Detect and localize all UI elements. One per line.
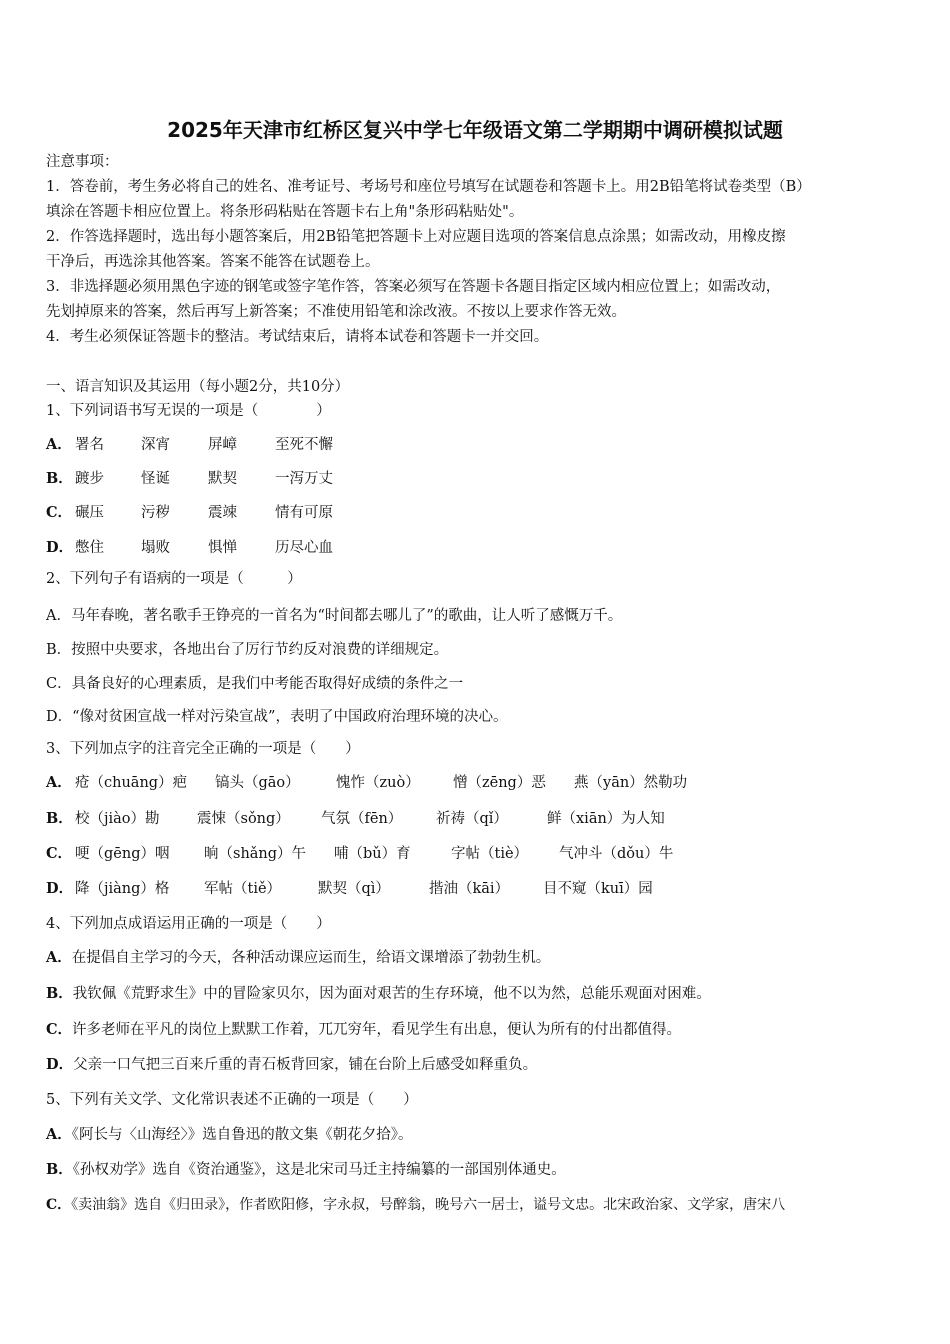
option-label: A． — [46, 436, 72, 453]
option-item: 军帖（tiě） — [204, 881, 282, 897]
option-item: 揩油（kāi） — [429, 881, 510, 897]
option-item: 降（jiàng）格 — [75, 881, 170, 897]
notice-heading: 注意事项： — [46, 154, 119, 170]
option-label: D． — [46, 880, 74, 897]
option-body: 父亲一口气把三百来斤重的青石板背回家，铺在台阶上后感受如释重负。 — [73, 1057, 538, 1073]
notice-line: 2．作答选择题时，选出每小题答案后，用2B铅笔把答题卡上对应题目选项的答案信息点涂黑；如需改动，用橡皮擦 — [46, 229, 786, 245]
section-heading: 一、语言知识及其运用（每小题2分，共10分） — [46, 379, 350, 395]
question-stem: 2、下列句子有语病的一项是（ ） — [46, 571, 302, 587]
option-item: 祈祷（qǐ） — [436, 811, 508, 827]
notice-line: 1．答卷前，考生务必将自己的姓名、准考证号、考场号和座位号填写在试题卷和答题卡上。用2B铅笔将试卷类型（B） — [46, 179, 811, 195]
option-word: 一泻万丈 — [275, 471, 333, 487]
option-label: D． — [46, 1056, 74, 1073]
option-word: 情有可原 — [275, 505, 333, 521]
option-body: 《阿长与〈山海经〉》选自鲁迅的散文集《朝花夕拾》。 — [71, 1127, 413, 1143]
option-body: 我钦佩《荒野求生》中的冒险家贝尔，因为面对艰苦的生存环境，他不以为然，总能乐观面对困难。 — [72, 986, 711, 1002]
option-word: 历尽心血 — [275, 540, 333, 556]
notice-line: 先划掉原来的答案，然后再写上新答案；不准使用铅笔和涂改液。不按以上要求作答无效。 — [46, 304, 626, 320]
option-word: 惧惮 — [208, 540, 237, 556]
option-item: 鲜（xiān）为人知 — [547, 811, 665, 827]
option-text: B．按照中央要求，各地出台了厉行节约反对浪费的详细规定。 — [46, 642, 449, 658]
option-body: 在提倡自主学习的今天，各种活动课应运而生，给语文课增添了勃勃生机。 — [71, 950, 551, 966]
option-label: C． — [46, 1197, 72, 1213]
question-stem: 4、下列加点成语运用正确的一项是（ ） — [46, 916, 331, 932]
option-word: 污秽 — [141, 505, 170, 521]
option-text — [46, 948, 550, 968]
option-word: 震竦 — [208, 505, 237, 521]
option-text — [46, 1125, 413, 1145]
option-item: 哽（gēng）咽 — [75, 846, 170, 862]
option-body: 《卖油翁》选自《归田录》，作者欧阳修，字永叔，号醉翁，晚号六一居士，谥号文忠。北宋政治家、文学家，唐宋八 — [71, 1197, 786, 1213]
option-text: A．马年春晚，著名歌手王铮亮的一首名为“时间都去哪儿了”的歌曲，让人听了感慨万千。 — [46, 608, 623, 624]
option-word: 踱步 — [75, 471, 104, 487]
notice-line: 3．非选择题必须用黑色字迹的钢笔或签字笔作答，答案必须写在答题卡各题目指定区域内相应位置上；如需改动， — [46, 279, 781, 295]
option-text — [46, 1195, 785, 1215]
option-label: B． — [46, 810, 73, 827]
option-item: 气氛（fēn） — [321, 811, 403, 827]
option-label: D． — [46, 539, 74, 556]
option-item: 晌（shǎng）午 — [204, 846, 307, 862]
option-word: 憋住 — [75, 540, 104, 556]
notice-line: 干净后，再选涂其他答案。答案不能答在试题卷上。 — [46, 254, 380, 270]
option-item: 憎（zēng）恶 — [453, 775, 546, 791]
notice-line: 填涂在答题卡相应位置上。将条形码粘贴在答题卡右上角"条形码粘贴处"。 — [46, 204, 524, 220]
option-label: A． — [46, 774, 72, 791]
option-body: 《孙权劝学》选自《资治通鉴》，这是北宋司马迁主持编纂的一部国别体通史。 — [72, 1162, 566, 1178]
option-label: B． — [46, 470, 73, 487]
question-stem: 3、下列加点字的注音完全正确的一项是（ ） — [46, 741, 360, 757]
option-word: 塌败 — [141, 540, 170, 556]
page-title: 2025年天津市红桥区复兴中学七年级语文第二学期期中调研模拟试题 — [167, 118, 783, 142]
option-label: C． — [46, 845, 73, 862]
option-item: 校（jiào）勘 — [75, 811, 160, 827]
option-item: 默契（qì） — [318, 881, 390, 897]
option-label: B． — [46, 1161, 73, 1178]
notice-line: 4．考生必须保证答题卡的整洁。考试结束后，请将本试卷和答题卡一并交回。 — [46, 329, 549, 345]
option-word: 屏嶂 — [208, 437, 237, 453]
option-label: C． — [46, 504, 73, 521]
question-stem: 1、下列词语书写无误的一项是（ ） — [46, 403, 331, 419]
option-body: 许多老师在平凡的岗位上默默工作着，兀兀穷年，看见学生有出息，便认为所有的付出都值得。 — [72, 1022, 682, 1038]
option-item: 字帖（tiè） — [451, 846, 529, 862]
option-word: 碾压 — [75, 505, 104, 521]
option-item: 震悚（sǒng） — [197, 811, 290, 827]
option-item: 气冲斗（dǒu）牛 — [559, 846, 674, 862]
option-word: 至死不懈 — [275, 437, 333, 453]
option-word: 默契 — [208, 471, 237, 487]
option-item: 愧怍（zuò） — [336, 775, 420, 791]
option-label: B． — [46, 985, 73, 1002]
question-stem: 5、下列有关文学、文化常识表述不正确的一项是（ ） — [46, 1092, 418, 1108]
option-text — [46, 1055, 537, 1075]
option-item: 镐头（gāo） — [215, 775, 300, 791]
option-text — [46, 984, 711, 1004]
option-text — [46, 1160, 566, 1180]
option-item: 疮（chuāng）疤 — [75, 775, 188, 791]
option-word: 深宵 — [141, 437, 170, 453]
option-item: 燕（yān）然勒功 — [574, 775, 688, 791]
option-label: A． — [46, 949, 72, 966]
option-item: 目不窥（kuī）园 — [543, 881, 653, 897]
option-item: 哺（bǔ）育 — [334, 846, 411, 862]
option-text: C．具备良好的心理素质，是我们中考能否取得好成绩的条件之一 — [46, 676, 464, 692]
option-text — [46, 1020, 681, 1040]
option-word: 怪诞 — [141, 471, 170, 487]
option-text: D．“像对贫困宣战一样对污染宣战”，表明了中国政府治理环境的决心。 — [46, 709, 508, 725]
option-word: 署名 — [75, 437, 104, 453]
option-label: C． — [46, 1021, 73, 1038]
option-label: A． — [46, 1126, 72, 1143]
